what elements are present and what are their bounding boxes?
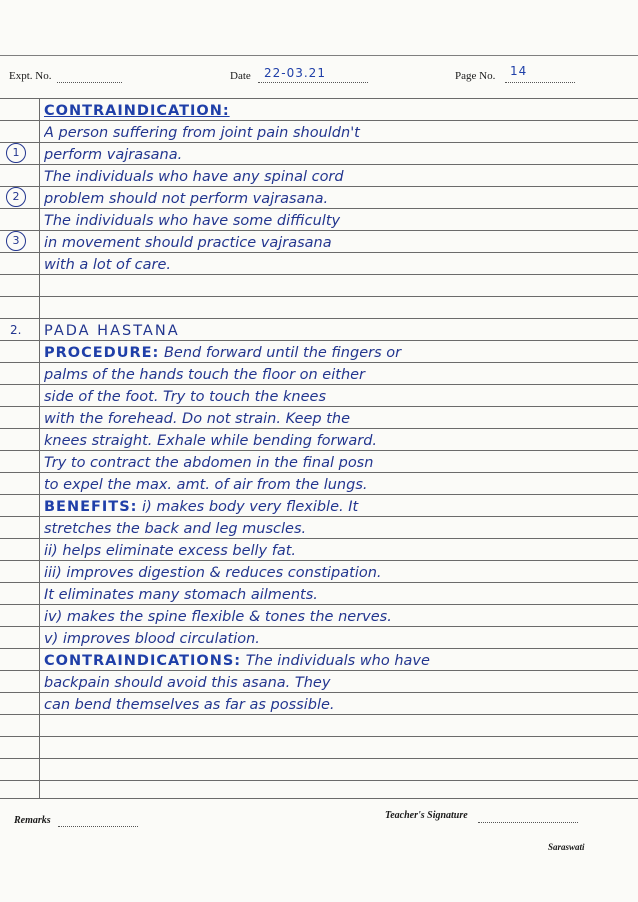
contraindications-line-3: can bend themselves as far as possible.: [44, 697, 335, 713]
procedure-line-4: with the forehead. Do not strain. Keep the: [44, 411, 351, 427]
date-line: [258, 82, 368, 83]
page-no-value: 14: [510, 64, 528, 78]
date-label: Date: [230, 70, 251, 82]
benefits-line-2: stretches the back and leg muscles.: [44, 521, 307, 537]
page-no-line: [505, 82, 575, 83]
item-number-1: 1: [6, 143, 26, 163]
procedure-label: PROCEDURE:: [44, 345, 160, 361]
contra-item-2-line-1: The individuals who have any spinal cord: [44, 169, 344, 185]
contraindications-line-2: backpain should avoid this asana. They: [44, 675, 331, 691]
benefits-line-3: ii) helps eliminate excess belly fat.: [44, 543, 297, 559]
benefits-text: i) makes body very flexible. It: [142, 499, 359, 515]
benefits-line-7: v) improves blood circulation.: [44, 631, 260, 647]
contra-item-1-line-2: perform vajrasana.: [44, 147, 183, 163]
benefits-label: BENEFITS:: [44, 499, 138, 515]
procedure-line-7: to expel the max. amt. of air from the lungs.: [44, 477, 368, 493]
contra-item-3-line-1: The individuals who have some difficulty: [44, 213, 341, 229]
remarks-label: Remarks: [14, 815, 51, 826]
contra-item-1-line-1: A person suffering from joint pain shouldn't: [44, 125, 360, 141]
header-top-rule: [0, 55, 638, 56]
teacher-signature-label: Teacher's Signature: [385, 810, 468, 821]
contra-item-2-line-2: problem should not perform vajrasana.: [44, 191, 329, 207]
contraindication-heading: CONTRAINDICATION:: [44, 103, 230, 119]
date-value: 22-03.21: [264, 66, 326, 80]
contra-item-3-line-3: with a lot of care.: [44, 257, 171, 273]
benefits-line-4: iii) improves digestion & reduces constipation.: [44, 565, 382, 581]
expt-no-label: Expt. No.: [9, 70, 52, 82]
item-number-2: 2: [6, 187, 26, 207]
contra-item-3-line-2: in movement should practice vajrasana: [44, 235, 332, 251]
procedure-line-1: [44, 342, 620, 364]
benefits-line-1: [44, 496, 620, 518]
procedure-line-3: side of the foot. Try to touch the knees: [44, 389, 327, 405]
pada-hastana-title: PADA HASTANA: [44, 323, 180, 339]
page-no-label: Page No.: [455, 70, 496, 82]
contraindications-line-1: [44, 650, 620, 672]
signature-line: [478, 822, 578, 823]
contraindications-label: CONTRAINDICATIONS:: [44, 653, 242, 669]
benefits-line-5: It eliminates many stomach ailments.: [44, 587, 318, 603]
section-2-number: 2.: [10, 323, 22, 337]
expt-no-line: [57, 82, 122, 83]
benefits-line-6: iv) makes the spine flexible & tones the nerves.: [44, 609, 392, 625]
procedure-line-2: palms of the hands touch the floor on either: [44, 367, 366, 383]
item-number-3: 3: [6, 231, 26, 251]
contraindications-text: The individuals who have: [245, 653, 430, 669]
procedure-line-6: Try to contract the abdomen in the final posn: [44, 455, 374, 471]
brand-mark: Saraswati: [548, 842, 585, 852]
left-margin-line: [39, 98, 40, 798]
procedure-line-5: knees straight. Exhale while bending forward.: [44, 433, 378, 449]
procedure-text: Bend forward until the fingers or: [163, 345, 402, 361]
remarks-line: [58, 826, 138, 827]
